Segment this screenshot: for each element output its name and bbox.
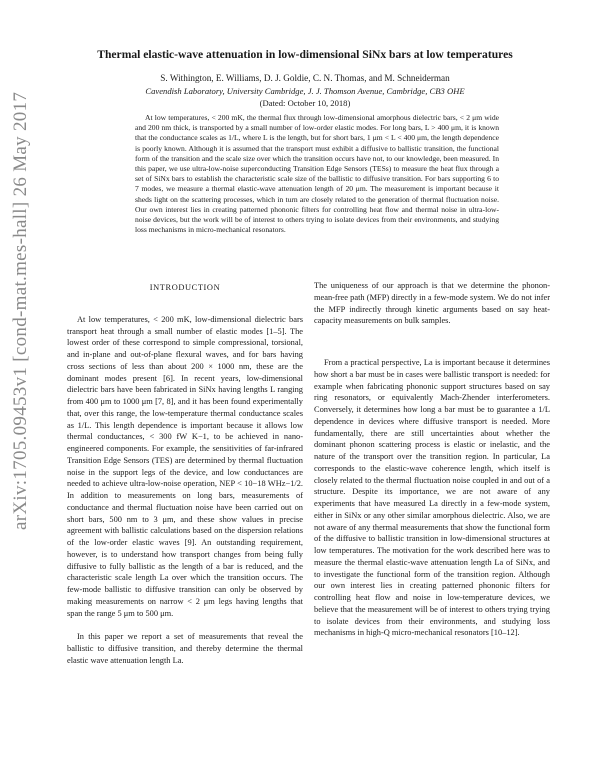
- section-heading: INTRODUCTION: [149, 283, 221, 292]
- paper-title: Thermal elastic-wave attenuation in low-dimensional SiNx bars at low temperatures: [97, 48, 513, 61]
- arxiv-stamp: arXiv:1705.09453v1 [cond-mat.mes-hall] 26 May 2017: [10, 91, 31, 530]
- affiliation: Cavendish Laboratory, University Cambridge, J. J. Thomson Avenue, Cambridge, CB3 OHE: [145, 86, 465, 96]
- paragraph: At low temperatures, < 200 mK, low-dimensional dielectric bars transport heat through a small number of elastic modes [1–5]. The lowest order of these correspond to simple compressional, torsional, and in-plane and out-of-plane flexural waves, and for bars having cross sections of less than about 200 × 1000 nm, these are the dominant modes present [6]. In recent years, low-dimensional dielectric bars have been fabricated in SiNx having lengths L ranging from 400 μm to 1000 μm [7, 8], and it has been found experimentally that, over this range, the low-temperature thermal conductance scales as 1/L. This length dependence is important because it allows low thermal conductances, < 300 fW K−1, to be achieved in nano-engineered components. For example, the sensitivities of far-infrared Transition Edge Sensors (TES) are determined by thermal fluctuation noise in the support legs of the device, and low conductances are needed to achieve ultra-low-noise operation, NEP < 10−18 WHz−1/2. In addition to measurements on long bars, measurements of conductance and thermal fluctuation noise have been carried out on short bars, 500 nm to 3 μm, and these show values in precise agreement with ballistic calculations based on the dispersion relations of the low-order elastic waves [9]. An outstanding requirement, however, is to understand how transport changes from being fully diffusive to fully ballistic as the length of a bar is reduced, and the characteristic scale length La over which the transition occurs. The few-mode ballistic to diffusive transition can only be observed by making measurements on narrow < 2 μm legs having lengths that span the range 5 μm to 500 μm.: [67, 314, 303, 618]
- author-list: S. Withington, E. Williams, D. J. Goldie, C. N. Thomas, and M. Schneiderman: [160, 73, 450, 83]
- abstract: [135, 113, 499, 235]
- left-column: [67, 282, 303, 667]
- right-column: [314, 280, 550, 639]
- paragraph: From a practical perspective, La is important because it determines how short a bar must be in cases were ballistic transport is needed: for example when fabricating phononic support structures based on say ring resonators, or equivalently Mach-Zhender interferometers. Conversely, it determines how long a bar must be to guarantee a 1/L dependence in devices where diffusive transport is needed. More fundamentally, there are still uncertainties about whether the dominant phonon scattering process is elastic or inelastic, and the nature of the transport over the transition region. In particular, La corresponds to the elastic-wave coherence length, which itself is closely related to the thermal fluctuation noise coupled in and out of a structure. Despite its importance, we are not aware of any experiments that have measured La directly in a few-mode system, either in SiNx or any other similar amorphous dielectric. Also, we are not aware of any thermal measurements that show the functional form of the diffusive to ballistic transition in low-dimensional structures at low temperatures. The motivation for the work described here was to measure the thermal elastic-wave attenuation length La of SiNx, and to investigate the functional form of the transition region. Although our own interest lies in creating patterned phononic filters for controlling heat flow and noise in low-temperature devices, we believe that the measurement will be of interest to others trying trying to isolate devices from their environments, and studying loss mechanisms in high-Q micro-mechanical resonators [10–12].: [314, 358, 550, 638]
- dated-line: (Dated: October 10, 2018): [259, 98, 351, 108]
- abstract-text: At low temperatures, < 200 mK, the thermal flux through low-dimensional amorphous dielectric bars, < 2 μm wide and 200 nm thick, is transported by a small number of low-order elastic modes. For long bars, L > 400 μm, it is known that the conductance scales as 1/L, where L is the length, but for short bars, 1 μm < L < 400 μm, the length dependence is poorly known. Although it is assumed that the transport must exhibit a diffusive to ballistic transition, the functional form of the transition and the scale size over which the transition occurs have not, to our knowledge, been measured. In this paper, we use ultra-low-noise superconducting Transition Edge Sensors (TESs) to measure the heat flux through a set of SiNx bars to establish the characteristic scale size of the ballistic to diffusive transition. For bars supporting 6 to 7 modes, we measure a thermal elastic-wave attenuation length of 20 μm. The measurement is important because it sheds light on the scattering processes, which in turn are closely related to the generation of thermal fluctuation noise. Our own interest lies in creating patterned phononic filters for controlling heat flow and thermal noise in ultra-low-noise devices, but the work will be of interest to others trying to isolate devices from their environments, and studying loss mechanisms in micro-mechanical resonators.: [135, 113, 499, 235]
- paragraph: The uniqueness of our approach is that we determine the phonon-mean-free path (MFP) directly in a few-mode system. We do not infer the MFP indirectly through kinetic arguments based on say heat-capacity measurements on bulk samples.: [314, 281, 550, 326]
- paragraph: In this paper we report a set of measurements that reveal the ballistic to diffusive transition, and thereby determine the thermal elastic wave attenuation length La.: [67, 632, 303, 665]
